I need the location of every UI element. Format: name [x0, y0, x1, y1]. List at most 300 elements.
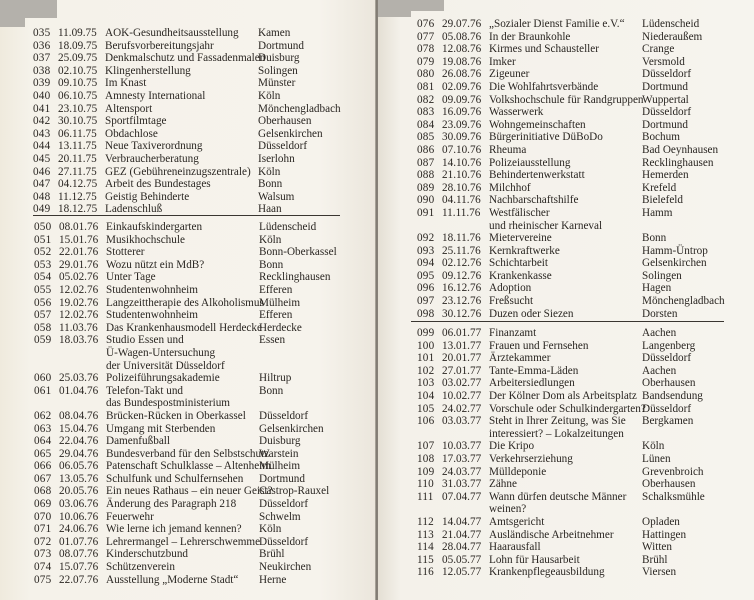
episode-row [34, 561, 337, 574]
episode-number: 078 [417, 43, 435, 56]
location: Düsseldorf [259, 498, 309, 511]
broadcast-date: 22.04.76 [59, 435, 99, 448]
episode-title: Ausländische Arbeitnehmer [489, 528, 614, 541]
broadcast-date: 10.06.76 [59, 510, 99, 523]
location: Solingen [642, 269, 682, 282]
broadcast-date: 25.09.75 [58, 52, 98, 65]
episode-number [34, 360, 59, 373]
episode-number: 040 [33, 89, 51, 102]
episode-number: 047 [33, 178, 51, 191]
episode-number: 097 [417, 295, 435, 308]
location: Warstein [259, 447, 299, 460]
episode-number: 042 [33, 115, 51, 128]
location: Bonn [642, 232, 667, 245]
episode-title: Amtsgericht [489, 515, 545, 528]
broadcast-date: 18.03.76 [59, 334, 99, 347]
episode-title: Zigeuner [489, 68, 530, 81]
location: Krefeld [642, 181, 677, 194]
episode-title: Obdachlose [105, 127, 158, 140]
episode-title: Kirmes und Schausteller [489, 43, 599, 56]
episode-number: 104 [417, 389, 435, 402]
episode-number: 095 [417, 269, 435, 282]
episode-number: 110 [417, 478, 434, 491]
episode-title: Umgang mit Sterbenden [106, 422, 216, 435]
location: Bielefeld [642, 194, 684, 207]
left-page [0, 0, 376, 600]
episode-number: 103 [417, 377, 435, 390]
episode-row [417, 491, 705, 504]
episode-row [34, 234, 337, 247]
episode-title: das Bundespostministerium [106, 397, 230, 410]
episode-title: Krankenpflegeausbildung [489, 566, 605, 579]
episode-title: Freßsucht [489, 295, 534, 308]
broadcast-date: 13.01.77 [442, 339, 482, 352]
episode-title: Neue Taxiverordnung [105, 140, 203, 153]
episode-number: 035 [33, 27, 51, 39]
episode-title: Wohngemeinschaften [489, 118, 586, 131]
episode-row [34, 410, 337, 423]
episode-number: 089 [417, 181, 435, 194]
location: Köln [259, 233, 282, 246]
episode-row [33, 27, 341, 40]
episode-title: Unter Tage [106, 271, 156, 284]
episode-row [34, 574, 337, 587]
broadcast-date: 18.12.75 [58, 203, 98, 216]
location: Düsseldorf [642, 106, 692, 119]
episode-title: Geistig Behinderte [105, 190, 190, 203]
location: Recklinghausen [259, 271, 331, 284]
episode-number: 072 [34, 535, 52, 548]
episode-row [417, 169, 725, 182]
broadcast-date: 19.02.76 [59, 296, 99, 309]
episode-row [33, 191, 341, 204]
episode-row [33, 103, 341, 116]
location: Bonn [258, 178, 283, 191]
episode-title: Langzeittherapie des Alkoholismus [106, 296, 264, 309]
location: Versmold [642, 55, 685, 68]
episode-number: 046 [33, 165, 51, 178]
broadcast-date: 24.02.77 [442, 402, 482, 415]
episode-title: weinen? [489, 503, 527, 516]
episode-row-continuation [417, 428, 705, 441]
episode-number: 045 [33, 152, 51, 165]
episode-number: 082 [417, 93, 435, 106]
location: Efferen [259, 283, 293, 296]
episode-row [34, 259, 337, 272]
episode-title: In der Braunkohle [489, 30, 571, 43]
broadcast-date: 06.11.75 [58, 127, 97, 140]
location: Essen [259, 334, 286, 347]
location: Viersen [642, 566, 677, 579]
episode-number: 091 [417, 206, 435, 219]
location: Dortmund [259, 472, 305, 485]
episode-number: 098 [417, 307, 435, 320]
episode-title: Die Kripo [489, 440, 535, 453]
location: Mülheim [259, 460, 301, 473]
episode-row [417, 529, 705, 542]
broadcast-date: 25.03.76 [59, 372, 99, 385]
episode-title: Musikhochschule [106, 233, 185, 246]
location: Bandsendung [642, 389, 703, 402]
location: Bad Oeynhausen [642, 143, 719, 156]
location: Düsseldorf [258, 140, 308, 153]
broadcast-date: 30.10.75 [58, 115, 98, 128]
location: Dortmund [642, 80, 688, 93]
location: Hagen [642, 282, 672, 295]
episode-title: Altensport [105, 102, 153, 115]
episode-row [417, 327, 705, 340]
broadcast-date [59, 397, 106, 410]
episode-list-1977 [417, 327, 705, 579]
broadcast-date: 23.09.76 [442, 118, 482, 131]
broadcast-date: 19.08.76 [442, 55, 482, 68]
broadcast-date: 22.07.76 [59, 573, 99, 586]
episode-number: 041 [33, 102, 51, 115]
broadcast-date: 08.01.76 [59, 221, 99, 233]
episode-number: 060 [34, 372, 52, 385]
episode-title: Änderung des Paragraph 218 [106, 498, 237, 511]
episode-row [417, 43, 725, 56]
episode-title: AOK-Gesundheitsausstellung [105, 27, 239, 39]
year-divider [33, 215, 340, 216]
broadcast-date: 29.07.76 [442, 18, 482, 30]
episode-title: Milchhof [489, 181, 531, 194]
episode-row [33, 77, 341, 90]
location: Dorsten [642, 307, 678, 320]
location: Köln [642, 440, 665, 453]
location: Hiltrup [259, 372, 292, 385]
episode-number: 048 [33, 190, 51, 203]
location: Solingen [258, 64, 298, 77]
broadcast-date: 05.05.77 [442, 553, 482, 566]
location: Aachen [642, 364, 677, 377]
broadcast-date: 09.12.76 [442, 269, 482, 282]
episode-row [417, 56, 725, 69]
episode-row [34, 423, 337, 436]
episode-number: 049 [33, 203, 51, 216]
broadcast-date: 23.10.75 [58, 102, 98, 115]
episode-title: Studio Essen und [106, 334, 184, 347]
episode-list-1976a [34, 221, 337, 586]
broadcast-date: 29.01.76 [59, 258, 99, 271]
episode-number: 099 [417, 327, 435, 339]
episode-number: 113 [417, 528, 434, 541]
episode-number: 071 [34, 523, 52, 536]
location: Gelsenkirchen [642, 257, 707, 270]
episode-number: 039 [33, 77, 51, 90]
broadcast-date: 03.03.77 [442, 415, 482, 428]
page-tab-marker [378, 0, 444, 11]
page-tab-marker [0, 18, 25, 27]
episode-title: Zähne [489, 478, 517, 491]
episode-row [34, 460, 337, 473]
location: Lüdenscheid [642, 18, 700, 30]
episode-row [417, 194, 725, 207]
broadcast-date: 02.12.76 [442, 257, 482, 270]
location: Dortmund [642, 118, 688, 131]
episode-row [417, 415, 705, 428]
episode-row [417, 18, 725, 31]
episode-title: Ladenschluß [105, 203, 163, 216]
episode-number: 090 [417, 194, 435, 207]
broadcast-date: 11.12.75 [58, 190, 97, 203]
location: Iserlohn [258, 152, 295, 165]
location: Crange [642, 43, 675, 56]
episode-number: 092 [417, 232, 435, 245]
broadcast-date: 06.05.76 [59, 460, 99, 473]
episode-number: 079 [417, 55, 435, 68]
episode-number: 100 [417, 339, 435, 352]
broadcast-date: 06.10.75 [58, 89, 98, 102]
episode-title: „Sozialer Dienst Familie e.V.“ [489, 18, 625, 30]
episode-row [33, 115, 341, 128]
episode-number: 086 [417, 143, 435, 156]
episode-row [33, 140, 341, 153]
location: Oberhausen [642, 478, 696, 491]
broadcast-date: 25.11.76 [442, 244, 481, 257]
episode-title: Volkshochschule für Randgruppen [489, 93, 644, 106]
episode-title: Ein neues Rathaus – ein neuer Geist? [106, 485, 273, 498]
episode-row [34, 309, 337, 322]
episode-title: Lohn für Hausarbeit [489, 553, 580, 566]
episode-title: der Universität Düsseldorf [106, 359, 225, 372]
episode-title: Schichtarbeit [489, 257, 549, 270]
broadcast-date: 05.08.76 [442, 30, 482, 43]
broadcast-date: 08.07.76 [59, 548, 99, 561]
episode-number: 065 [34, 447, 52, 460]
episode-title: Polizeiführungsakademie [106, 372, 220, 385]
location: Gelsenkirchen [258, 127, 323, 140]
episode-row [417, 403, 705, 416]
episode-row [417, 295, 725, 308]
episode-number: 066 [34, 460, 52, 473]
broadcast-date: 16.09.76 [442, 106, 482, 119]
location: Mülheim [259, 296, 301, 309]
episode-row [34, 385, 337, 398]
location: Gelsenkirchen [259, 422, 324, 435]
broadcast-date: 23.12.76 [442, 295, 482, 308]
page-tab-marker [0, 0, 57, 18]
episode-row [34, 536, 337, 549]
episode-title: Wann dürfen deutsche Männer [489, 490, 627, 503]
location: Langenberg [642, 339, 696, 352]
episode-title: Denkmalschutz und Fassadenmalen [105, 52, 266, 65]
episode-number: 069 [34, 498, 52, 511]
episode-number: 087 [417, 156, 435, 169]
broadcast-date: 20.01.77 [442, 352, 482, 365]
episode-number: 108 [417, 452, 435, 465]
episode-number [34, 347, 59, 360]
episode-title: Die Wohlfahrtsverbände [489, 80, 599, 93]
episode-number: 073 [34, 548, 52, 561]
episode-number: 051 [34, 233, 52, 246]
episode-number: 061 [34, 384, 52, 397]
episode-title: Ausstellung „Moderne Stadt“ [106, 573, 239, 586]
episode-number: 084 [417, 118, 435, 131]
episode-number: 077 [417, 30, 435, 43]
episode-row-continuation [417, 220, 725, 233]
episode-title: interessiert? – Lokalzeitungen [489, 427, 624, 440]
episode-number [417, 428, 442, 441]
episode-title: Schulfunk und Schulfernsehen [106, 472, 244, 485]
location: Aachen [642, 327, 677, 339]
episode-row [417, 566, 705, 579]
episode-title: Wozu nützt ein MdB? [106, 258, 205, 271]
episode-row [417, 131, 725, 144]
episode-number [417, 503, 442, 516]
episode-row [417, 365, 705, 378]
location: Duisburg [258, 52, 300, 65]
episode-title: Polizeiausstellung [489, 156, 571, 169]
broadcast-date: 03.02.77 [442, 377, 482, 390]
episode-row [417, 541, 705, 554]
broadcast-date: 13.05.76 [59, 472, 99, 485]
episode-number: 063 [34, 422, 52, 435]
broadcast-date: 12.02.76 [59, 283, 99, 296]
broadcast-date [442, 220, 489, 233]
episode-title: Studentenwohnheim [106, 283, 198, 296]
broadcast-date: 10.03.77 [442, 440, 482, 453]
episode-number: 054 [34, 271, 52, 284]
episode-title: Verkehrserziehung [489, 452, 573, 465]
episode-number: 085 [417, 131, 435, 144]
episode-number [34, 397, 59, 410]
episode-row [417, 68, 725, 81]
broadcast-date: 11.11.76 [442, 206, 481, 219]
episode-row [417, 377, 705, 390]
episode-title: Arbeitersiedlungen [489, 377, 575, 390]
episode-title: Rheuma [489, 143, 527, 156]
episode-row [417, 257, 725, 270]
broadcast-date: 20.11.75 [58, 152, 97, 165]
episode-title: Ärztekammer [489, 352, 551, 365]
location: Schwelm [259, 510, 301, 523]
broadcast-date [59, 347, 106, 360]
episode-number: 102 [417, 364, 435, 377]
location: Hamm-Üntrop [642, 244, 708, 257]
year-divider [411, 321, 724, 322]
episode-row [33, 178, 341, 191]
episode-number: 053 [34, 258, 52, 271]
episode-number: 038 [33, 64, 51, 77]
location: Münster [258, 77, 296, 90]
episode-row [34, 297, 337, 310]
episode-row [34, 511, 337, 524]
episode-row [33, 128, 341, 141]
broadcast-date: 12.02.76 [59, 309, 99, 322]
location: Dortmund [258, 39, 304, 52]
broadcast-date: 06.01.77 [442, 327, 482, 339]
location: Recklinghausen [642, 156, 714, 169]
location: Bonn [259, 384, 284, 397]
episode-title: Patenschaft Schulklasse – Altenheim [106, 460, 271, 473]
location: Düsseldorf [642, 402, 692, 415]
episode-title: Im Knast [105, 77, 147, 90]
broadcast-date: 30.12.76 [442, 307, 482, 320]
episode-number: 115 [417, 553, 434, 566]
location: Wuppertal [642, 93, 689, 106]
episode-title: Lehrermangel – Lehrerschwemme [106, 535, 261, 548]
broadcast-date: 17.03.77 [442, 452, 482, 465]
location: Köln [259, 523, 282, 536]
broadcast-date: 04.11.76 [442, 194, 481, 207]
episode-title: GEZ (Gebühreneinzugszentrale) [105, 165, 251, 178]
episode-row [33, 166, 341, 179]
broadcast-date: 01.07.76 [59, 535, 99, 548]
broadcast-date: 11.09.75 [58, 27, 97, 39]
episode-title: und rheinischer Karneval [489, 219, 603, 232]
episode-number: 116 [417, 566, 434, 579]
episode-list-1976b [417, 18, 725, 320]
episode-row [417, 81, 725, 94]
episode-title: Verbraucherberatung [105, 152, 199, 165]
episode-number: 044 [33, 140, 51, 153]
episode-row [33, 65, 341, 78]
episode-row [34, 485, 337, 498]
episode-title: Nachbarschaftshilfe [489, 194, 579, 207]
episode-row [34, 284, 337, 297]
episode-number: 074 [34, 561, 52, 574]
episode-title: Damenfußball [106, 435, 170, 448]
location: Bonn-Oberkassel [259, 246, 337, 259]
episode-title: Finanzamt [489, 327, 537, 339]
episode-row [417, 157, 725, 170]
episode-number: 055 [34, 283, 52, 296]
broadcast-date: 28.10.76 [442, 181, 482, 194]
episode-row [417, 245, 725, 258]
episode-number: 107 [417, 440, 435, 453]
episode-number: 075 [34, 573, 52, 586]
episode-row [417, 352, 705, 365]
episode-row [34, 435, 337, 448]
episode-row [417, 31, 725, 44]
episode-row [417, 478, 705, 491]
broadcast-date [442, 428, 489, 441]
episode-number: 056 [34, 296, 52, 309]
broadcast-date: 14.04.77 [442, 515, 482, 528]
episode-number: 080 [417, 68, 435, 81]
location: Herdecke [259, 321, 302, 334]
broadcast-date: 15.01.76 [59, 233, 99, 246]
episode-number: 111 [417, 490, 434, 503]
episode-number: 112 [417, 515, 434, 528]
episode-title: Imker [489, 55, 516, 68]
broadcast-date: 09.10.75 [58, 77, 98, 90]
location: Neukirchen [259, 561, 312, 574]
broadcast-date: 21.04.77 [442, 528, 482, 541]
broadcast-date: 18.09.75 [58, 39, 98, 52]
broadcast-date: 02.09.76 [442, 80, 482, 93]
episode-number: 093 [417, 244, 435, 257]
episode-number: 094 [417, 257, 435, 270]
episode-number: 052 [34, 246, 52, 259]
location: Düsseldorf [642, 352, 692, 365]
episode-number [417, 220, 442, 233]
episode-number: 081 [417, 80, 435, 93]
location: Grevenbroich [642, 465, 704, 478]
right-page [378, 0, 754, 600]
episode-row [417, 308, 725, 321]
broadcast-date: 20.05.76 [59, 485, 99, 498]
episode-number: 062 [34, 409, 52, 422]
broadcast-date: 03.06.76 [59, 498, 99, 511]
episode-title: Telefon-Takt und [106, 384, 184, 397]
episode-list-1975 [33, 27, 341, 216]
episode-title: Westfälischer [489, 206, 550, 219]
broadcast-date: 04.12.75 [58, 178, 98, 191]
episode-row [417, 282, 725, 295]
location: Herne [259, 573, 287, 586]
